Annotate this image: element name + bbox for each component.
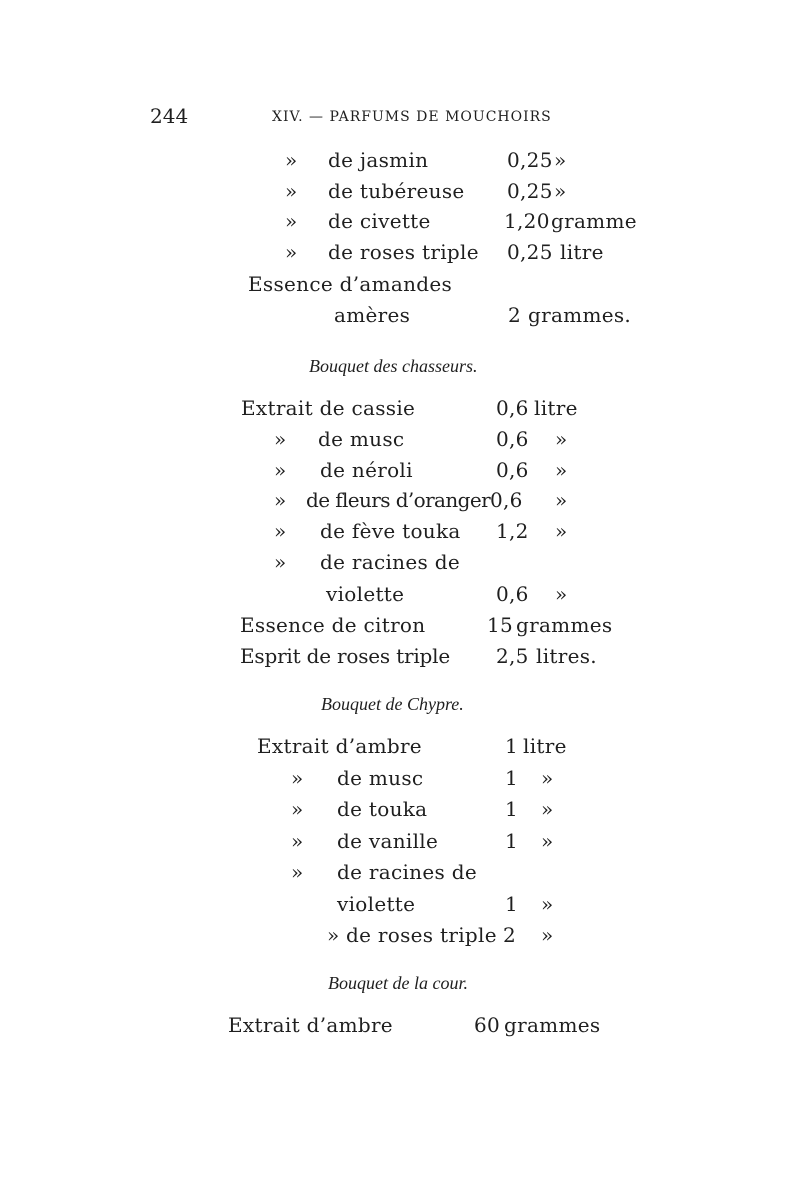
unit: gramme bbox=[551, 209, 637, 233]
quantity: 0,6 bbox=[496, 458, 529, 482]
ingredient-name: de roses triple bbox=[328, 240, 479, 264]
ingredient-name: de jasmin bbox=[328, 148, 429, 172]
page-number: 244 bbox=[150, 104, 189, 128]
unit: litre bbox=[560, 240, 604, 264]
unit: » bbox=[555, 458, 568, 482]
quantity: 1 bbox=[505, 892, 519, 916]
unit: » bbox=[555, 427, 568, 451]
quantity: 1,20 bbox=[504, 209, 550, 233]
ingredient-name: violette bbox=[326, 582, 405, 606]
ditto-mark: » bbox=[291, 829, 304, 853]
unit: » bbox=[541, 923, 554, 947]
ditto-mark: » bbox=[291, 797, 304, 821]
quantity: 2 bbox=[503, 923, 517, 947]
unit: litre bbox=[534, 396, 578, 420]
ingredient-name: de musc bbox=[318, 427, 405, 451]
quantity: 1 bbox=[505, 734, 519, 758]
running-title: XIV. — PARFUMS DE MOUCHOIRS bbox=[272, 109, 552, 125]
ditto-mark: » bbox=[285, 148, 298, 172]
quantity: 1,2 bbox=[496, 519, 529, 543]
ingredient-name: de racines de bbox=[337, 860, 477, 884]
ingredient-name: de musc bbox=[337, 766, 424, 790]
ditto-mark: » bbox=[285, 240, 298, 264]
unit: » bbox=[555, 519, 568, 543]
ditto-mark: » bbox=[274, 488, 287, 512]
ingredient-name: de racines de bbox=[320, 550, 460, 574]
quantity: 2,5 bbox=[496, 644, 529, 668]
unit: grammes bbox=[504, 1013, 601, 1037]
quantity: 0,6 bbox=[496, 582, 529, 606]
quantity: 1 bbox=[505, 766, 519, 790]
ingredient-name: de fève touka bbox=[320, 519, 461, 543]
unit: » bbox=[541, 892, 554, 916]
unit: » bbox=[554, 148, 567, 172]
unit: litres. bbox=[536, 644, 597, 668]
quantity: 1 bbox=[505, 797, 519, 821]
ingredient-name: Extrait d’ambre bbox=[257, 734, 422, 758]
ingredient-name: de tubéreuse bbox=[328, 179, 465, 203]
ingredient-name: de fleurs d’oranger bbox=[306, 488, 491, 512]
ditto-mark: » bbox=[285, 179, 298, 203]
quantity: 0,6 bbox=[490, 488, 523, 512]
section-title: Bouquet des chasseurs. bbox=[309, 356, 478, 376]
section-title: Bouquet de la cour. bbox=[328, 973, 468, 993]
ingredient-name: de civette bbox=[328, 209, 431, 233]
unit: grammes bbox=[516, 613, 613, 637]
quantity: 0,6 bbox=[496, 396, 529, 420]
unit: grammes. bbox=[528, 303, 632, 327]
ditto-mark: » bbox=[274, 519, 287, 543]
quantity: 2 bbox=[508, 303, 522, 327]
quantity: 15 bbox=[487, 613, 514, 637]
ditto-mark: » bbox=[285, 209, 298, 233]
ditto-mark: » bbox=[327, 923, 340, 947]
ingredient-name: Essence de citron bbox=[240, 613, 426, 637]
ditto-mark: » bbox=[274, 427, 287, 451]
ingredient-name: de roses triple bbox=[346, 923, 497, 947]
quantity: 0,25 bbox=[507, 148, 553, 172]
quantity: 0,25 bbox=[507, 240, 553, 264]
ingredient-name: de touka bbox=[337, 797, 428, 821]
unit: » bbox=[554, 179, 567, 203]
unit: » bbox=[555, 582, 568, 606]
ingredient-name: violette bbox=[337, 892, 416, 916]
ingredient-name: de vanille bbox=[337, 829, 439, 853]
quantity: 0,25 bbox=[507, 179, 553, 203]
ingredient-name: Extrait de cassie bbox=[241, 396, 416, 420]
ingredient-name: de néroli bbox=[320, 458, 413, 482]
ingredient-name: Essence d’amandes bbox=[248, 272, 453, 296]
unit: » bbox=[541, 797, 554, 821]
unit: » bbox=[541, 766, 554, 790]
ingredient-name: amères bbox=[334, 303, 411, 327]
quantity: 1 bbox=[505, 829, 519, 853]
ditto-mark: » bbox=[274, 550, 287, 574]
ditto-mark: » bbox=[291, 766, 304, 790]
ingredient-name: Esprit de roses triple bbox=[240, 644, 450, 668]
quantity: 0,6 bbox=[496, 427, 529, 451]
unit: » bbox=[555, 488, 568, 512]
quantity: 60 bbox=[474, 1013, 501, 1037]
unit: » bbox=[541, 829, 554, 853]
ditto-mark: » bbox=[274, 458, 287, 482]
unit: litre bbox=[523, 734, 567, 758]
ingredient-name: Extrait d’ambre bbox=[228, 1013, 393, 1037]
ditto-mark: » bbox=[291, 860, 304, 884]
section-title: Bouquet de Chypre. bbox=[321, 694, 464, 714]
